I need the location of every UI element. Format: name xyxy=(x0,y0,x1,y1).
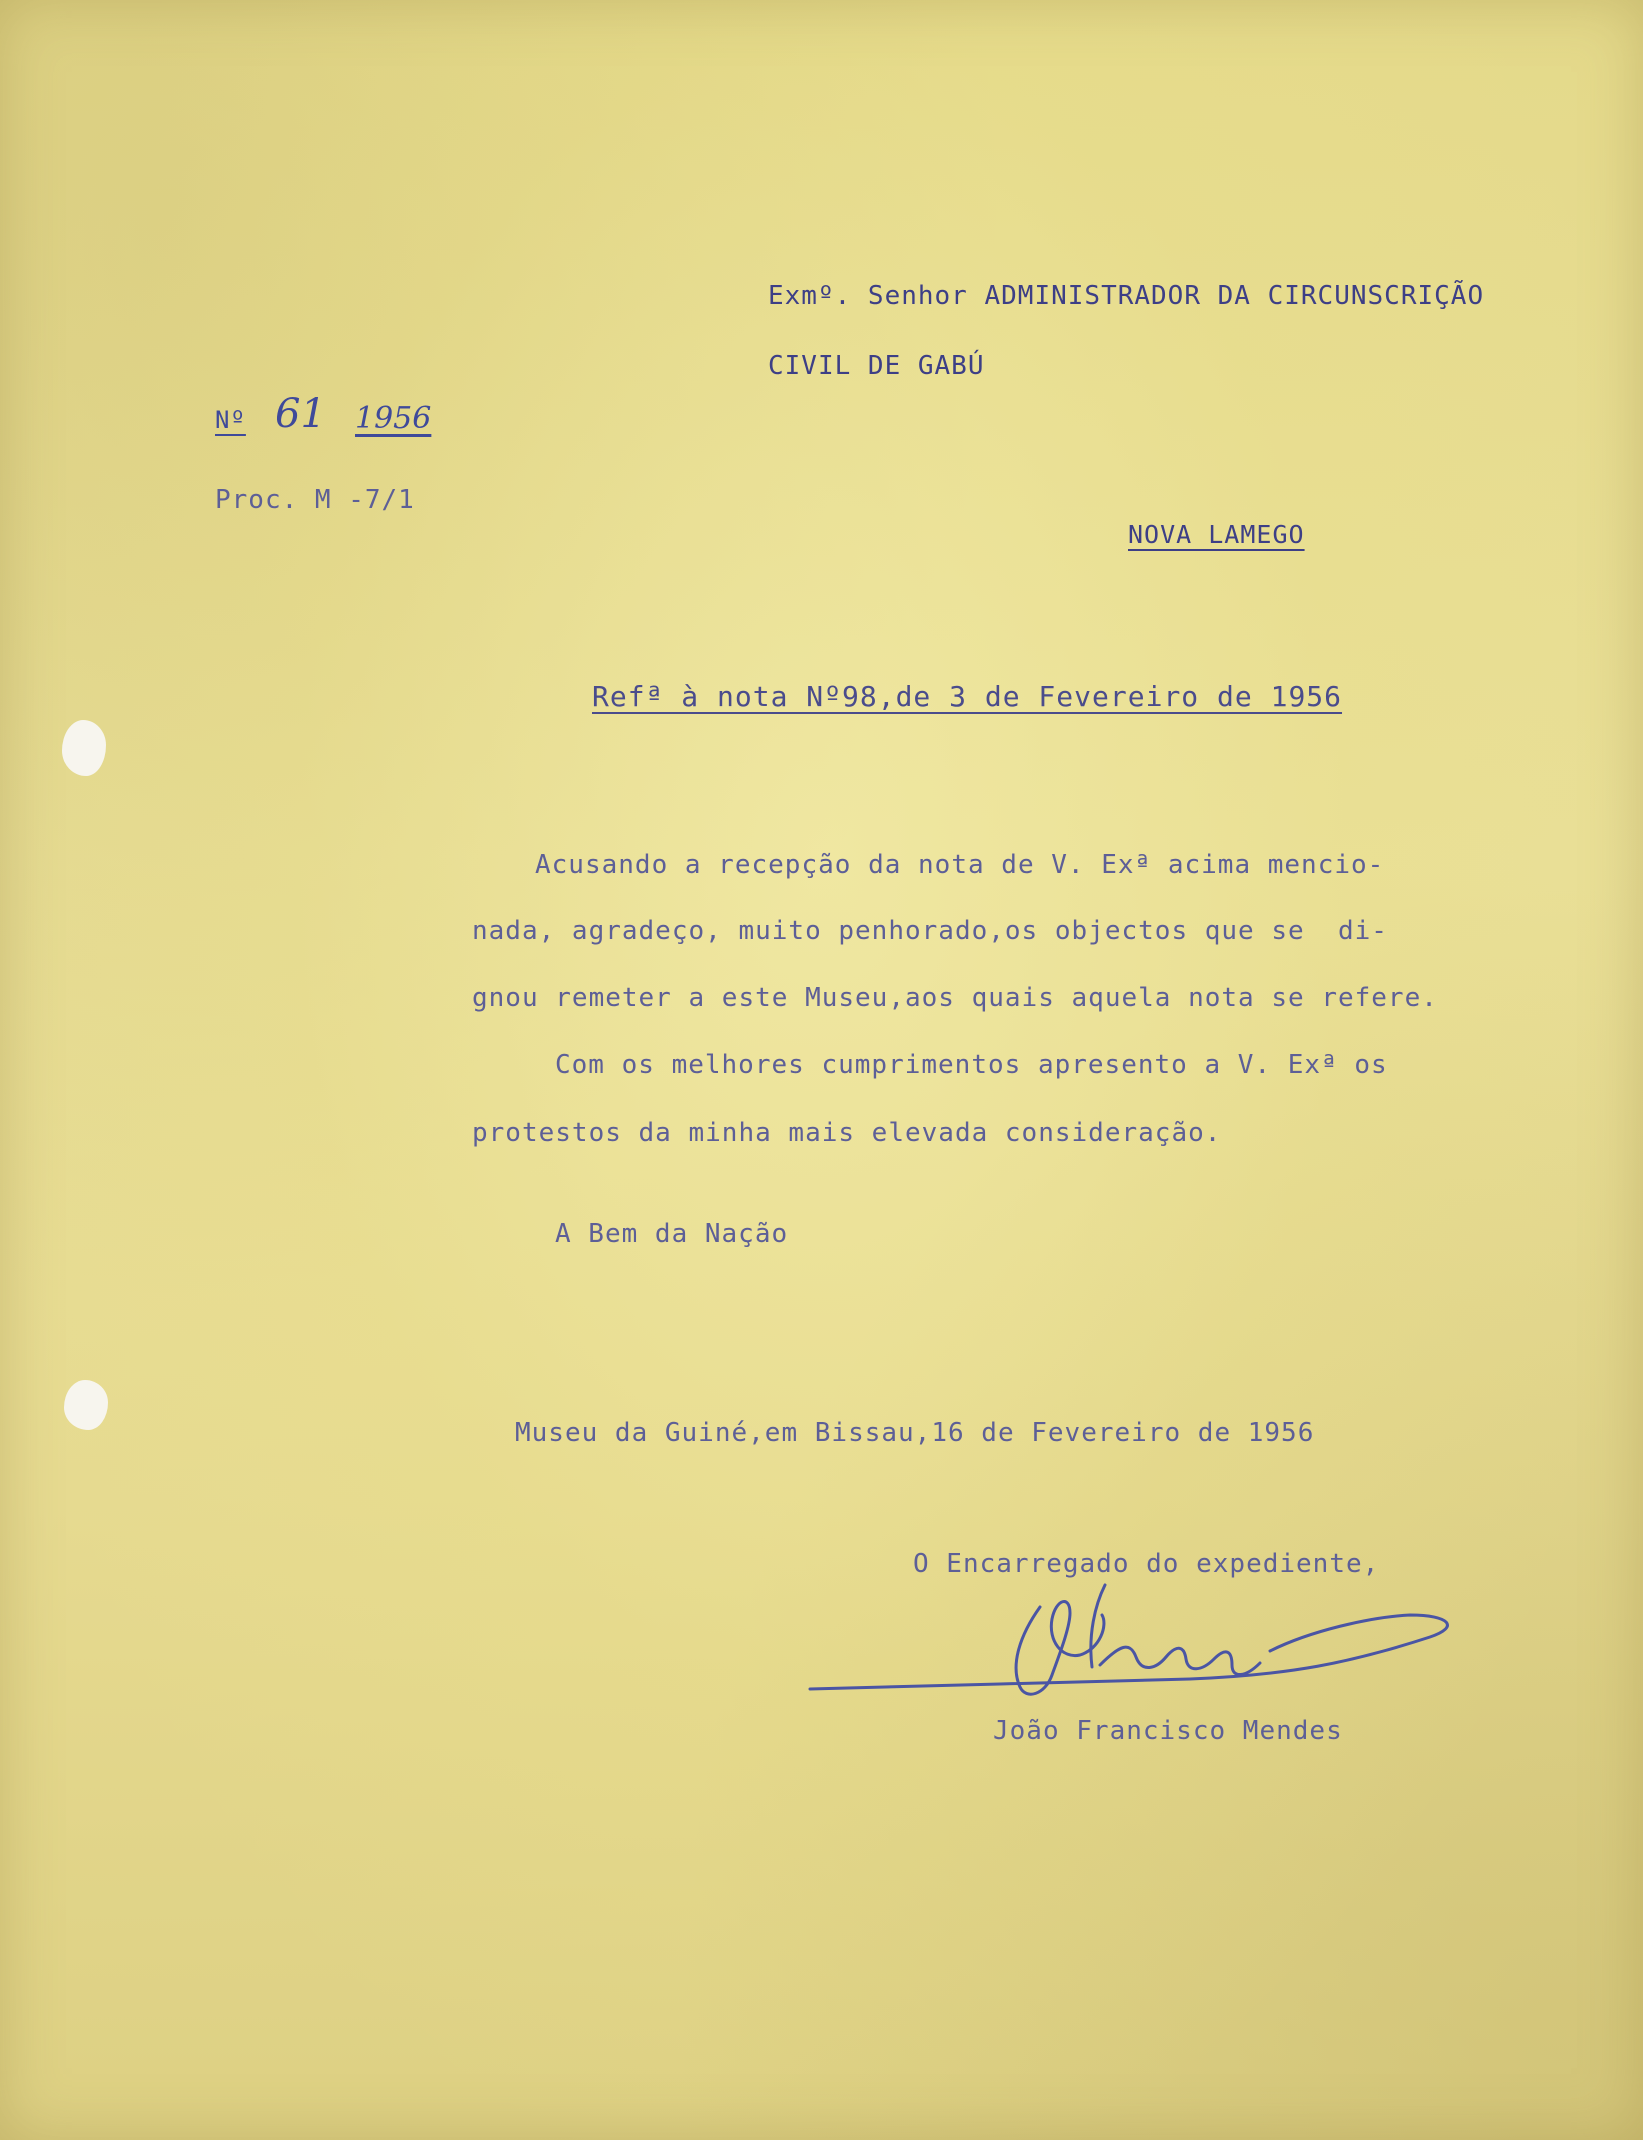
reference-number-prefix: Nº xyxy=(215,406,246,434)
body-line-4: Com os melhores cumprimentos apresento a V. Exª os xyxy=(555,1050,1388,1080)
destination: NOVA LAMEGO xyxy=(1128,520,1305,549)
reference-number-handwritten: 61 xyxy=(275,391,326,437)
signatory-name: João Francisco Mendes xyxy=(993,1716,1343,1746)
closing-formula: A Bem da Nação xyxy=(555,1219,789,1249)
body-line-5: protestos da minha mais elevada consideração. xyxy=(472,1118,1222,1148)
process-number: Proc. M -7/1 xyxy=(215,485,415,515)
body-line-1: Acusando a recepção da nota de V. Exª acima mencio- xyxy=(535,850,1385,880)
body-line-2: nada, agradeço, muito penhorado,os objectos que se di- xyxy=(472,916,1388,946)
punch-hole-top xyxy=(62,720,106,776)
body-line-3: gnou remeter a este Museu,aos quais aquela nota se refere. xyxy=(472,983,1438,1013)
place-and-date: Museu da Guiné,em Bissau,16 de Fevereiro de 1956 xyxy=(515,1418,1315,1448)
addressee-line-1: Exmº. Senhor ADMINISTRADOR DA CIRCUNSCRIÇÃO xyxy=(768,281,1485,311)
reference-number-year: 1956 xyxy=(355,401,432,436)
punch-hole-bottom xyxy=(64,1380,108,1430)
reference-number xyxy=(215,391,432,437)
subject-reference: Refª à nota Nº98,de 3 de Fevereiro de 1956 xyxy=(592,680,1343,713)
addressee-line-2: CIVIL DE GABÚ xyxy=(768,351,985,381)
signatory-title: O Encarregado do expediente, xyxy=(913,1549,1380,1579)
handwritten-signature xyxy=(770,1575,1470,1725)
